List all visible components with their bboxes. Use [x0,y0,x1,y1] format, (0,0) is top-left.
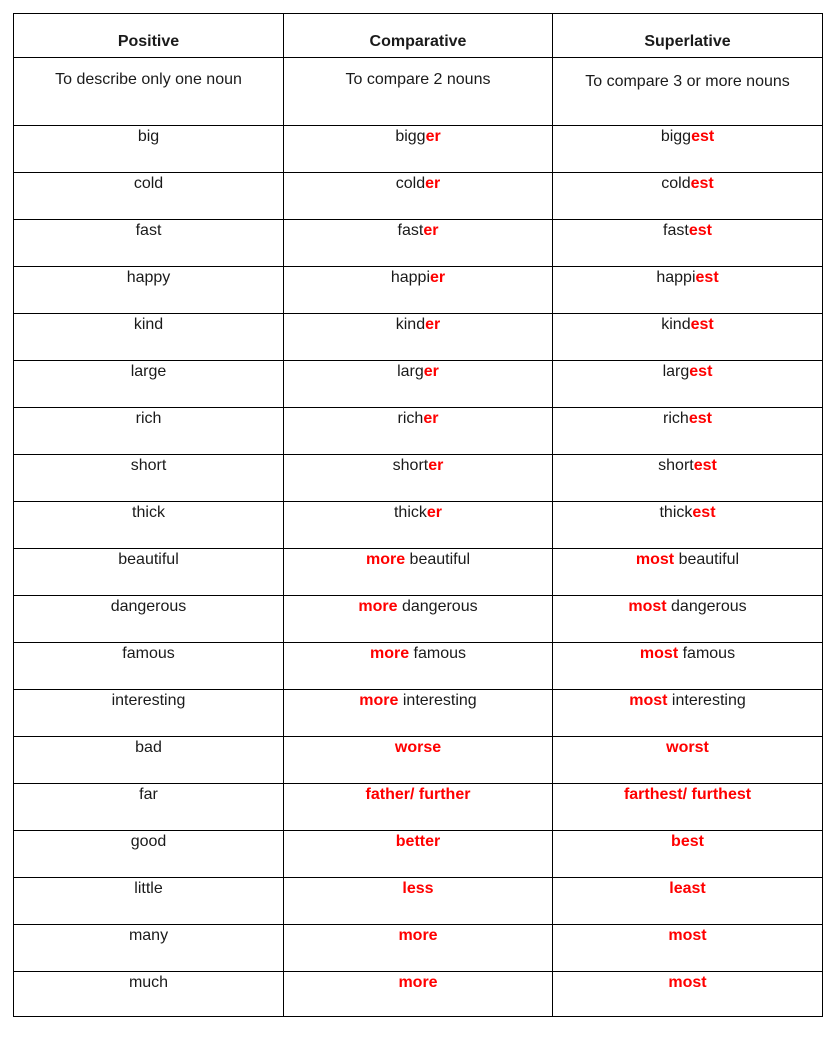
cell-positive: kind [14,314,284,361]
cell-positive: happy [14,267,284,314]
cell-comparative [284,549,553,596]
cell-comparative [284,220,553,267]
superlative-suffix: est [690,316,714,333]
superlative-marker: most [668,927,707,944]
cell-comparative [284,455,553,502]
cell-superlative [553,878,823,925]
table-row [14,690,823,737]
comparative-stem: fast [397,222,424,239]
cell-superlative [553,737,823,784]
superlative-stem: bigg [660,128,692,145]
cell-superlative [553,408,823,455]
cell-comparative [284,173,553,220]
comparative-marker: more [398,974,438,991]
comparative-stem: rich [397,410,424,427]
cell-superlative [553,549,823,596]
cell-comparative [284,126,553,173]
cell-positive: many [14,925,284,972]
table-row [14,173,823,220]
comparative-suffix: er [423,363,439,380]
cell-comparative [284,690,553,737]
comparative-marker: more [358,598,398,615]
cell-superlative [553,455,823,502]
cell-comparative [284,784,553,831]
cell-superlative [553,831,823,878]
superlative-marker: most [629,692,668,709]
cell-superlative [553,502,823,549]
header-row [14,14,823,58]
cell-positive: large [14,361,284,408]
comparative-stem: larg [397,363,424,380]
cell-positive: much [14,972,284,1017]
cell-positive: little [14,878,284,925]
superlative-stem: short [658,457,694,474]
table-row [14,314,823,361]
table-row [14,267,823,314]
table-row [14,220,823,267]
table-row [14,502,823,549]
superlative-suffix: est [688,222,712,239]
cell-positive: famous [14,643,284,690]
table-row [14,737,823,784]
comparative-suffix: er [425,316,441,333]
cell-positive: cold [14,173,284,220]
superlative-stem: cold [661,175,691,192]
cell-comparative [284,502,553,549]
superlative-marker: farthest/ furthest [623,786,752,803]
cell-comparative [284,878,553,925]
table-row [14,972,823,1017]
comparative-stem: short [392,457,429,474]
comparative-marker: less [402,880,434,897]
comparative-stem: bigg [395,128,426,145]
comparative-suffix: er [423,410,439,427]
superlative-marker: best [671,833,704,850]
comparative-stem: beautiful [405,551,471,568]
cell-superlative [553,643,823,690]
cell-comparative [284,267,553,314]
cell-positive: far [14,784,284,831]
superlative-stem: dangerous [666,598,747,615]
superlative-stem: famous [678,645,736,662]
cell-superlative [553,267,823,314]
comparative-marker: more [359,692,399,709]
cell-superlative [553,220,823,267]
cell-comparative [284,925,553,972]
comparative-suffix: er [425,128,441,145]
cell-comparative [284,972,553,1017]
comparative-stem: famous [409,645,467,662]
superlative-stem: happi [656,269,696,286]
cell-comparative [284,643,553,690]
cell-positive: interesting [14,690,284,737]
comparative-marker: father/ further [365,786,471,803]
cell-superlative [553,596,823,643]
table-row [14,784,823,831]
header-positive: Positive [14,14,284,58]
table-row [14,455,823,502]
comparative-stem: happi [390,269,431,286]
superlative-stem: fast [663,222,689,239]
description-superlative: To compare 3 or more nouns [553,58,823,126]
description-positive: To describe only one noun [14,58,284,126]
comparative-marker: more [369,645,410,662]
cell-comparative [284,737,553,784]
comparative-marker: more [365,551,406,568]
table-row [14,549,823,596]
cell-positive: thick [14,502,284,549]
cell-positive: dangerous [14,596,284,643]
superlative-suffix: est [692,504,716,521]
comparative-marker: better [395,833,441,850]
superlative-stem: thick [659,504,693,521]
comparative-stem: thick [393,504,427,521]
superlative-marker: most [668,974,707,991]
superlative-stem: kind [661,316,691,333]
superlative-marker: worst [666,739,709,756]
superlative-stem: rich [663,410,689,427]
description-comparative: To compare 2 nouns [284,58,553,126]
comparative-suffix: er [423,222,439,239]
table-row [14,643,823,690]
superlative-suffix: est [690,175,714,192]
cell-comparative [284,596,553,643]
comparative-stem: cold [395,175,426,192]
comparative-marker: more [398,927,438,944]
description-row [14,58,823,126]
comparative-suffix: er [426,504,443,521]
superlative-marker: most [628,598,667,615]
cell-positive: rich [14,408,284,455]
superlative-marker: most [635,551,675,568]
cell-comparative [284,408,553,455]
cell-comparative [284,361,553,408]
cell-positive: beautiful [14,549,284,596]
cell-superlative [553,972,823,1017]
table-row [14,596,823,643]
superlative-suffix: est [693,457,717,474]
cell-superlative [553,126,823,173]
comparative-suffix: er [430,269,446,286]
cell-positive: short [14,455,284,502]
cell-superlative [553,314,823,361]
superlative-suffix: est [691,128,715,145]
table-row [14,408,823,455]
cell-superlative [553,361,823,408]
table-row [14,126,823,173]
comparative-stem: dangerous [397,598,478,615]
cell-positive: bad [14,737,284,784]
table-row [14,361,823,408]
adjective-comparison-table [13,13,823,1017]
comparative-stem: kind [395,316,426,333]
table-row [14,925,823,972]
cell-positive: big [14,126,284,173]
cell-comparative [284,314,553,361]
superlative-marker: most [639,645,679,662]
cell-superlative [553,690,823,737]
comparative-suffix: er [425,175,441,192]
cell-superlative [553,784,823,831]
superlative-suffix: est [689,363,713,380]
superlative-stem: interesting [667,692,746,709]
cell-superlative [553,173,823,220]
cell-positive: good [14,831,284,878]
table-row [14,878,823,925]
comparative-suffix: er [428,457,444,474]
comparative-stem: interesting [398,692,477,709]
superlative-suffix: est [688,410,712,427]
header-superlative: Superlative [553,14,823,58]
comparative-marker: worse [394,739,442,756]
cell-comparative [284,831,553,878]
superlative-stem: beautiful [674,551,740,568]
superlative-suffix: est [695,269,719,286]
cell-superlative [553,925,823,972]
superlative-marker: least [669,880,706,897]
header-comparative: Comparative [284,14,553,58]
table-row [14,831,823,878]
superlative-stem: larg [662,363,690,380]
cell-positive: fast [14,220,284,267]
